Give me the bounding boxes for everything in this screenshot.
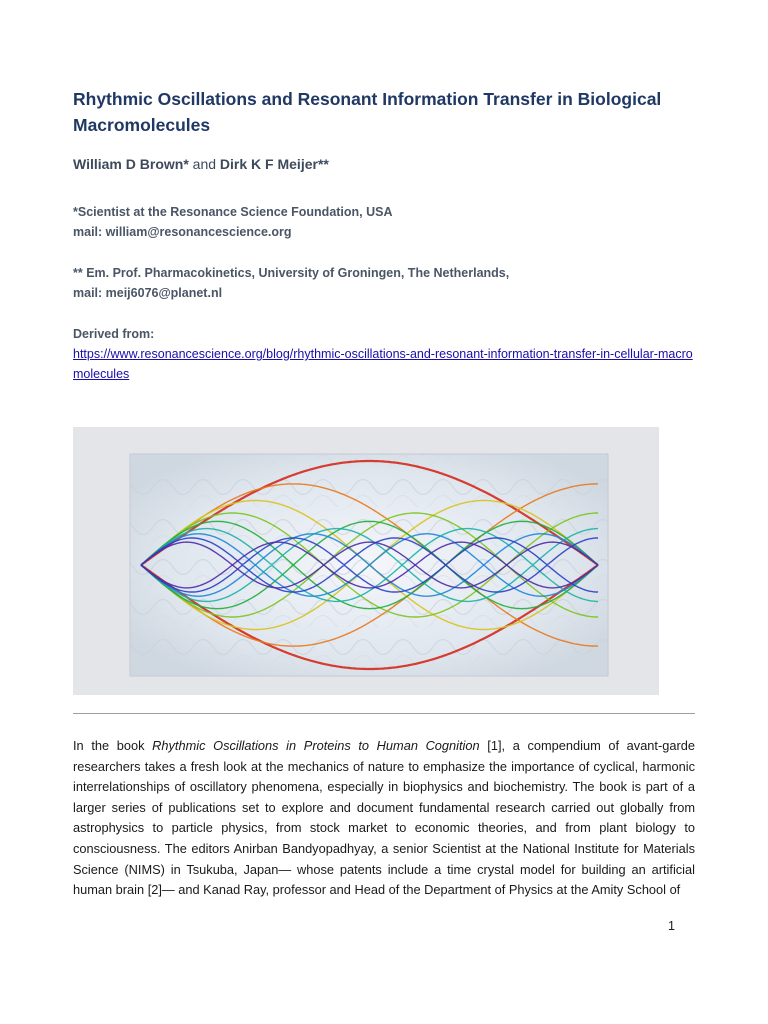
paper-title: Rhythmic Oscillations and Resonant Information Transfer in Biological Macromolecules [73,89,662,135]
page-number: 1 [668,919,675,933]
affiliation-1-institution: *Scientist at the Resonance Science Foundation, USA [73,205,393,219]
author-line [73,156,329,172]
source-link[interactable]: https://www.resonancescience.org/blog/rhythmic-oscillations-and-resonant-information-transfer-in-cellular-macromolecules [73,347,693,381]
derived-from-label: Derived from: [73,327,155,341]
derived-from [73,324,698,384]
affiliation-1-email[interactable]: mail: william@resonancescience.org [73,225,292,239]
section-divider [73,713,695,714]
affiliation-2-institution: ** Em. Prof. Pharmacokinetics, University of Groningen, The Netherlands, [73,266,510,280]
standing-wave-illustration [73,427,659,695]
affiliation-2-email[interactable]: mail: meij6076@planet.nl [73,286,223,300]
body-paragraph [73,736,695,901]
body-intro: In the book [73,738,153,753]
author-brown: William D Brown* [73,156,189,172]
author-meijer: Dirk K F Meijer** [219,156,329,172]
resonance-figure [73,427,659,695]
affiliation-2 [73,263,509,303]
body-rest: [1], a compendium of avant-garde researchers takes a fresh look at the mechanics of nature to emphasize the importance of cyclical, harmonic interrelationships of oscillatory phenomena, especially in biophysics and biochemistry. The book is part of a larger series of publications set to explore and document fundamental research carried out globally from astrophysics to particle physics, from stock market to economic theories, and from plant biology to consciousness. The editors Anirban Bandyopadhyay, a senior Scientist at the National Institute for Materials Science (NIMS) in Tsukuba, Japan— whose patents include a time crystal model for building an artificial human brain [2]— and Kanad Ray, professor and Head of the Department of Physics at the Amity School of [73,738,695,898]
author-conjunction: and [192,156,217,172]
book-title: Rhythmic Oscillations in Proteins to Human Cognition [152,738,480,753]
affiliation-1 [73,202,393,242]
